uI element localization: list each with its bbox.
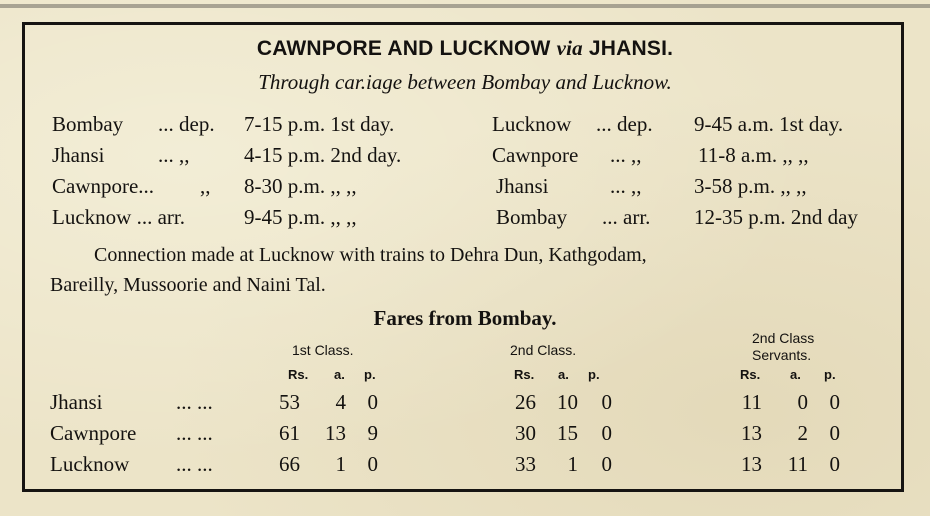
fare-row-1-station: Jhansi bbox=[50, 390, 103, 414]
fare-row-1-first-p: 0 bbox=[367, 390, 378, 414]
right-row-1-marker: ... dep. bbox=[596, 112, 653, 136]
fare-row-2-second-p: 0 bbox=[601, 421, 612, 445]
fare-row-1-dots: ... ... bbox=[176, 390, 213, 414]
right-row-4-marker: ... arr. bbox=[602, 205, 651, 229]
servants-class-header-line-2: Servants. bbox=[752, 347, 812, 363]
right-row-1-station: Lucknow bbox=[492, 112, 572, 136]
fare-row-2-station: Cawnpore bbox=[50, 421, 137, 445]
left-row-3-marker: ,, bbox=[200, 174, 211, 198]
left-row-2-station: Jhansi bbox=[52, 143, 105, 167]
left-row-3-station: Cawnpore... bbox=[52, 174, 155, 198]
fare-row-2-servants-a: 2 bbox=[797, 421, 808, 445]
title-part-1: CAWNPORE AND LUCKNOW bbox=[256, 37, 557, 60]
fare-row-1-second-p: 0 bbox=[601, 390, 612, 414]
left-row-2-marker: ... ,, bbox=[158, 143, 190, 167]
first-class-a-label: a. bbox=[334, 367, 345, 382]
servants-class-header-line-1: 2nd Class bbox=[752, 330, 815, 346]
right-row-2-station: Cawnpore bbox=[492, 143, 579, 167]
first-class-rs-label: Rs. bbox=[288, 367, 309, 382]
fare-row-2-servants-rs: 13 bbox=[741, 421, 762, 445]
fare-row-2-servants-p: 0 bbox=[829, 421, 840, 445]
left-row-4-station: Lucknow ... arr. bbox=[52, 205, 185, 229]
right-row-3-time: 3-58 p.m. ,, ,, bbox=[694, 174, 807, 198]
servants-a-label: a. bbox=[790, 367, 801, 382]
right-row-2-time: 11-8 a.m. ,, ,, bbox=[698, 143, 809, 167]
fare-row-3-first-a: 1 bbox=[335, 452, 346, 476]
fare-row-2-first-p: 9 bbox=[367, 421, 378, 445]
right-row-3-marker: ... ,, bbox=[610, 174, 642, 198]
fare-row-3-servants-p: 0 bbox=[829, 452, 840, 476]
fare-row-1-first-rs: 53 bbox=[279, 390, 300, 414]
second-class-rs-label: Rs. bbox=[514, 367, 535, 382]
first-class-header: 1st Class. bbox=[292, 342, 354, 358]
right-row-3-station: Jhansi bbox=[496, 174, 549, 198]
fare-row-3-first-p: 0 bbox=[367, 452, 378, 476]
left-row-3-time: 8-30 p.m. ,, ,, bbox=[244, 174, 357, 198]
fare-row-1-second-a: 10 bbox=[557, 390, 578, 414]
fare-row-2-dots: ... ... bbox=[176, 421, 213, 445]
fare-row-2-first-a: 13 bbox=[325, 421, 346, 445]
fare-row-1-servants-a: 0 bbox=[797, 390, 808, 414]
left-row-4-time: 9-45 p.m. ,, ,, bbox=[244, 205, 357, 229]
fare-row-1-servants-p: 0 bbox=[829, 390, 840, 414]
right-row-1-time: 9-45 a.m. 1st day. bbox=[694, 112, 844, 136]
left-row-1-marker: ... dep. bbox=[158, 112, 215, 136]
second-class-header: 2nd Class. bbox=[510, 342, 577, 358]
first-class-p-label: p. bbox=[364, 367, 376, 382]
fare-row-1-servants-rs: 11 bbox=[741, 390, 762, 414]
fare-row-2-second-rs: 30 bbox=[515, 421, 536, 445]
connection-line-1: Connection made at Lucknow with trains to Dehra Dun, Kathgodam, bbox=[94, 244, 647, 266]
fare-row-1-first-a: 4 bbox=[335, 390, 346, 414]
title-part-2: JHANSI. bbox=[582, 37, 674, 60]
left-row-1-station: Bombay bbox=[52, 112, 124, 136]
fare-row-3-second-rs: 33 bbox=[515, 452, 536, 476]
fare-row-1-second-rs: 26 bbox=[515, 390, 536, 414]
servants-p-label: p. bbox=[824, 367, 836, 382]
fare-row-3-dots: ... ... bbox=[176, 452, 213, 476]
right-row-4-station: Bombay bbox=[496, 205, 568, 229]
second-class-a-label: a. bbox=[558, 367, 569, 382]
notice-title bbox=[0, 36, 930, 61]
notice-subtitle: Through car.iage between Bombay and Lucknow. bbox=[258, 70, 672, 94]
left-row-1-time: 7-15 p.m. 1st day. bbox=[244, 112, 395, 136]
fare-row-3-servants-a: 11 bbox=[787, 452, 808, 476]
fare-row-3-station: Lucknow bbox=[50, 452, 130, 476]
fare-row-3-first-rs: 66 bbox=[279, 452, 300, 476]
connection-line-2: Bareilly, Mussoorie and Naini Tal. bbox=[50, 274, 326, 296]
fare-row-2-second-a: 15 bbox=[557, 421, 578, 445]
second-class-p-label: p. bbox=[588, 367, 600, 382]
title-via: via bbox=[556, 36, 583, 60]
fare-row-2-first-rs: 61 bbox=[279, 421, 300, 445]
right-row-4-time: 12-35 p.m. 2nd day bbox=[694, 205, 858, 229]
fare-row-3-servants-rs: 13 bbox=[741, 452, 762, 476]
fare-row-3-second-p: 0 bbox=[601, 452, 612, 476]
servants-rs-label: Rs. bbox=[740, 367, 761, 382]
fares-heading: Fares from Bombay. bbox=[373, 306, 557, 330]
top-rule bbox=[0, 4, 930, 8]
fare-row-3-second-a: 1 bbox=[567, 452, 578, 476]
right-row-2-marker: ... ,, bbox=[610, 143, 642, 167]
left-row-2-time: 4-15 p.m. 2nd day. bbox=[244, 143, 402, 167]
